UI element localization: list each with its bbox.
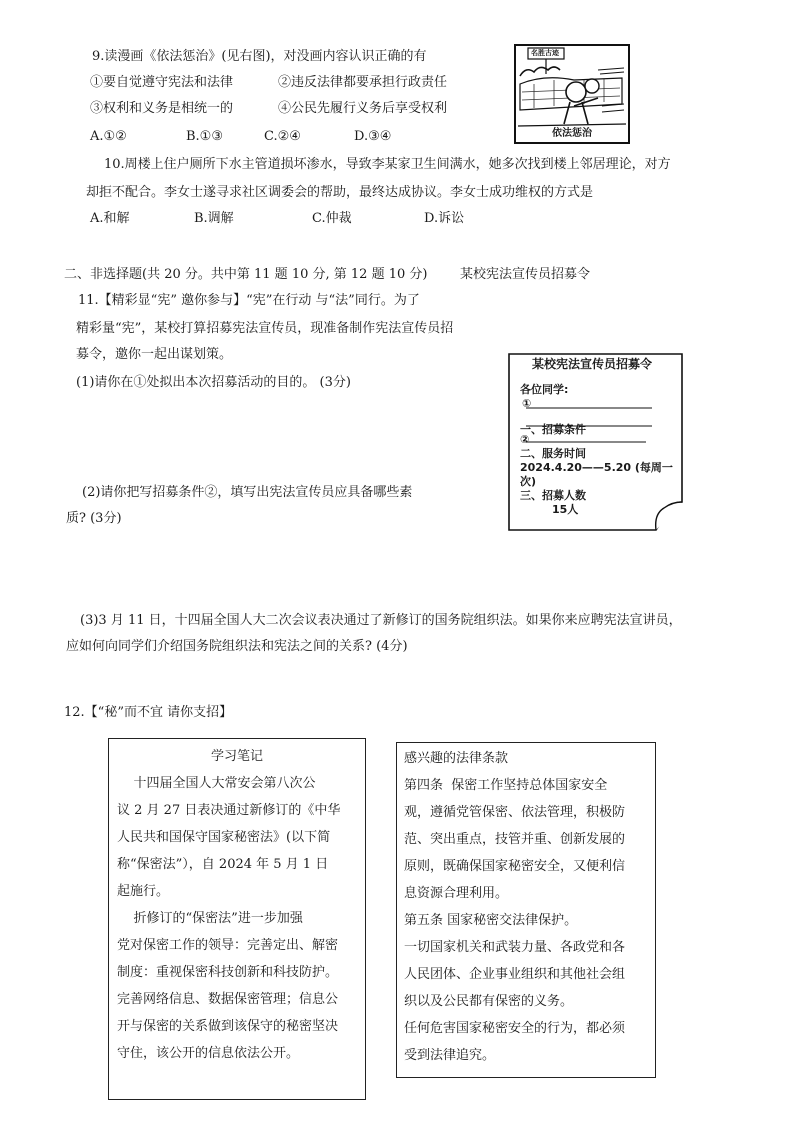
q11-sub2-line1: (2)请你把写招募条件②，填写出宪法宣传员应具备哪些素 <box>82 485 413 500</box>
q11-line1: 11.【精彩显“宪” 邀你参与】“宪”在行动 与“法”同行。为了 <box>78 293 420 308</box>
q9-cartoon-image <box>514 44 630 144</box>
q11-line3: 募令，邀你一起出谋划策。 <box>76 347 233 362</box>
notice-paper <box>506 352 686 532</box>
q12-heading: 12.【“秘”而不宜 请你支招】 <box>64 705 233 720</box>
recruit-notice-image <box>506 352 686 532</box>
q9-statement-1: ①要自觉遵守宪法和法律 <box>90 75 234 90</box>
q10-stem-line2: 却拒不配合。李女士遂寻求社区调委会的帮助，最终达成协议。李女士成功维权的方式是 <box>86 185 594 200</box>
cartoon-caption: 依法惩治 <box>552 128 592 139</box>
q10-option-d[interactable]: D.诉讼 <box>424 211 465 226</box>
study-notes-title: 学习笔记 <box>210 749 263 764</box>
law-articles-line: 原则，既确保国家秘密安全，又便利信 <box>404 859 626 874</box>
notice-count: 15人 <box>552 503 579 516</box>
q9-option-c[interactable]: C.②④ <box>264 129 301 144</box>
notice-item3: 三、招募人数 <box>520 489 586 502</box>
notice-title: 某校宪法宣传员招募令 <box>532 357 653 371</box>
study-notes-line: 起施行。 <box>117 884 170 899</box>
q9-option-b[interactable]: B.①③ <box>186 129 223 144</box>
law-articles-line: 第四条 保密工作坚持总体国家安全 <box>404 778 608 793</box>
q10-option-b[interactable]: B.调解 <box>194 211 234 226</box>
q10-option-c[interactable]: C.仲裁 <box>312 211 352 226</box>
law-articles-line: 观，遵循党管保密、依法管理，积极防 <box>404 805 626 820</box>
law-articles-line: 第五条 国家秘密交法律保护。 <box>404 913 578 928</box>
study-notes-line: 称“保密法”），自 2024 年 5 月 1 日 <box>117 857 329 872</box>
study-notes-line: 议 2 月 27 日表决通过新修订的《中华 <box>117 803 341 818</box>
study-notes-box <box>108 738 366 1100</box>
law-articles-body <box>404 772 655 1069</box>
study-notes-line: 十四届全国人大常安会第八次公 <box>117 776 316 791</box>
q9-statement-2: ②违反法律都要承担行政责任 <box>278 75 448 90</box>
notice-greeting: 各位同学: <box>520 383 569 396</box>
study-notes-line: 守住，该公开的信息依法公开。 <box>117 1046 300 1061</box>
law-articles-line: 息资源合理利用。 <box>404 886 509 901</box>
q11-sub3-line2: 应如何向同学们介绍国务院组织法和宪法之间的关系? (4分) <box>66 639 408 654</box>
section2-heading: 二、非选择题(共 20 分。共中第 11 题 10 分, 第 12 题 10 分) <box>64 267 428 282</box>
q9-option-a[interactable]: A.①② <box>90 129 127 144</box>
study-notes-line: 折修订的“保密法”进一步加强 <box>117 911 303 926</box>
study-notes-line: 人民共和国保守国家秘密法》(以下简 <box>117 830 331 845</box>
q11-sub2-line2: 质? (3分) <box>66 511 122 526</box>
study-notes-line: 党对保密工作的领导：完善定出、解密 <box>117 938 339 953</box>
notice-blank2: ② <box>520 433 530 446</box>
q9-statement-4: ④公民先履行义务后享受权利 <box>278 101 448 116</box>
q10-option-a[interactable]: A.和解 <box>90 211 130 226</box>
q10-stem-line1: 10.周楼上住户厕所下水主管道损坏渗水，导致李某家卫生间满水，她多次找到楼上邻居理论，对方 <box>104 157 671 172</box>
notice-item2: 二、服务时间 <box>520 447 586 460</box>
law-articles-line: 任何危害国家秘密安全的行为，都必须 <box>404 1021 626 1036</box>
q11-line2: 精彩量“宪”，某校打算招募宪法宣传员，现准备制作宪法宣传员招 <box>76 321 454 336</box>
law-articles-line: 范、突出重点，技管并重、创新发展的 <box>404 832 626 847</box>
notice-item1: 一、招募条件 <box>520 423 586 436</box>
q11-sub1: (1)请你在①处拟出本次招募活动的目的。 (3分) <box>76 375 351 390</box>
q11-sub3-line1: (3)3 月 11 日，十四届全国人大二次会议表决通过了新修订的国务院组织法。如果你来应聘宪法宣讲员， <box>80 613 682 628</box>
study-notes-line: 制度：重视保密科技创新和科技防护。 <box>117 965 339 980</box>
study-notes-line: 完善网络信息、数据保密管理；信息公 <box>117 992 339 1007</box>
q9-option-d[interactable]: D.③④ <box>354 129 392 144</box>
cartoon-sign-text: 名胜古迹 <box>531 49 559 57</box>
law-articles-line: 受到法律追究。 <box>404 1048 496 1063</box>
section2-heading-tail: 某校宪法宣传员招募令 <box>460 267 591 282</box>
law-articles-line: 人民团体、企业事业组织和其他社会组 <box>404 967 626 982</box>
q9-stem: 9.读漫画《依法惩治》(见右图)，对没画内容认识正确的有 <box>92 49 427 64</box>
law-articles-box <box>396 742 656 1078</box>
notice-time-line1: 2024.4.20——5.20 (每周一 <box>520 461 673 474</box>
notice-blank1: ① <box>522 397 532 410</box>
law-articles-line: 织以及公民都有保密的义务。 <box>404 994 574 1009</box>
study-notes-body <box>117 770 365 1067</box>
law-articles-line: 一切国家机关和武装力量、各政党和各 <box>404 940 626 955</box>
study-notes-line: 开与保密的关系做到该保守的秘密坚决 <box>117 1019 339 1034</box>
notice-time-line2: 次) <box>520 475 537 488</box>
law-articles-title: 感兴趣的法律条款 <box>404 751 509 766</box>
q9-statement-3: ③权利和义务是相统一的 <box>90 101 234 116</box>
